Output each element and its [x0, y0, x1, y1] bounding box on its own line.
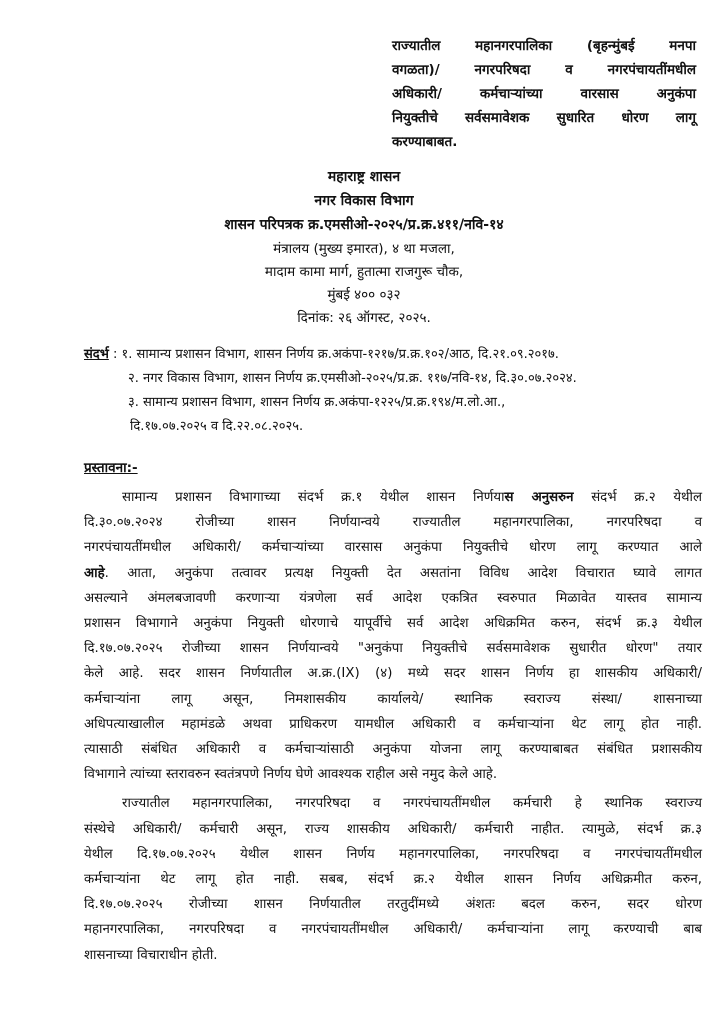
subject-line: वगळता)/ नगरपरिषदा व नगरपंचायतींमधील [392, 62, 696, 78]
paragraph-line: शासनाच्या विचाराधीन होती. [84, 947, 218, 963]
paragraph-line: आहे. आता, अनुकंपा तत्वावर प्रत्यक्ष नियुक्ती देत असतांना विविध आदेश विचारात घ्यावे लागत [84, 565, 702, 581]
address-block [0, 238, 728, 330]
preamble-body [84, 485, 702, 968]
paragraph-line: संस्थेचे अधिकारी/ कर्मचारी असून, राज्य शासकीय अधिकारी/ कर्मचारी नाहीत. त्यामुळे, संदर्भ क्र.३ [84, 821, 702, 837]
paragraph-line: प्रशासन विभागाने अनुकंपा नियुक्ती धोरणाचे यापूर्वीचे सर्व आदेश अधिक्रमित करुन, संदर्भ क्र.३ येथील [84, 616, 702, 632]
document-date: दिनांक: २६ ऑगस्ट, २०२५. [297, 310, 431, 326]
paragraph-line: महानगरपालिका, नगरपरिषदा व नगरपंचायतींमधील अधिकारी/ कर्मचाऱ्यांना लागू करण्याची बाब [84, 922, 702, 938]
paragraph-line: त्यासाठी संबंधित अधिकारी व कर्मचाऱ्यांसाठी अनुकंपा योजना लागू करण्याबाबत संबंधित प्रशासकीय [84, 742, 702, 758]
subject-line: राज्यातील महानगरपालिका (बृहन्मुंबई मनपा [392, 38, 696, 54]
address-line: मादाम कामा मार्ग, हुतात्मा राजगुरू चौक, [264, 264, 464, 280]
paragraph-line: दि.१७.०७.२०२५ रोजीच्या शासन निर्णयातील तरतुदींमध्ये अंशतः बदल करुन, सदर धोरण [84, 897, 702, 913]
subject-line: नियुक्तीचे सर्वसमावेशक सुधारित धोरण लागू [392, 110, 696, 126]
bold-text: आहे [84, 565, 105, 581]
paragraph-line: कर्मचाऱ्यांना लागू असून, निमशासकीय कार्यालये/ स्थानिक स्वराज्य संस्था/ शासनाच्या [84, 691, 702, 707]
subject-block [392, 34, 696, 154]
paragraph-line: विभागाने त्यांच्या स्तरावरुन स्वतंत्रपणे निर्णय घेणे आवश्यक राहील असे नमुद केले आहे. [84, 767, 498, 783]
paragraph-line: येथील दि.१७.०७.२०२५ येथील शासन निर्णय महानगरपालिका, नगरपरिषदा व नगरपंचायतींमधील [84, 846, 702, 862]
paragraph-line: दि.१७.०७.२०२५ रोजीच्या शासन निर्णयान्वये "अनुकंपा नियुक्तीचे सर्वसमावेशक सुधारीत धोरण" तयार [84, 641, 702, 657]
references-label: संदर्भ [84, 347, 109, 362]
department-name: नगर विकास विभाग [314, 193, 414, 209]
bold-text: स अनुसरुन [504, 490, 574, 505]
paragraph-line: दि.३०.०७.२०२४ रोजीच्या शासन निर्णयान्वये राज्यातील महानगरपालिका, नगरपरिषदा व [84, 515, 702, 531]
circular-number: शासन परिपत्रक क्र.एमसीओ-२०२५/प्र.क्र.४११/नवि-१४ [224, 217, 504, 233]
paragraph-line: राज्यातील महानगरपालिका, नगरपरिषदा व नगरपंचायतींमधील कर्मचारी हे स्थानिक स्वराज्य [122, 796, 702, 812]
address-line: मुंबई ४०० ०३२ [327, 287, 401, 303]
paragraph-line: कर्मचाऱ्यांना थेट लागू होत नाही. सबब, संदर्भ क्र.२ येथील शासन निर्णय अधिक्रमीत करुन, [84, 872, 702, 888]
preamble-heading: प्रस्तावना:- [84, 460, 138, 476]
reference-item [84, 343, 714, 367]
paragraph-line: सामान्य प्रशासन विभागाच्या संदर्भ क्र.१ येथील शासन निर्णयास अनुसरुन संदर्भ क्र.२ येथील [122, 490, 702, 505]
paragraph-line: अधिपत्याखालील महामंडळे अथवा प्राधिकरण यामधील अधिकारी व कर्मचाऱ्यांना थेट लागू होत नाही. [84, 716, 702, 732]
paragraph-line: असल्याने अंमलबजावणी करणाऱ्या यंत्रणेला सर्व आदेश एकत्रित स्वरुपात मिळावेत यास्तव सामान्य [84, 590, 702, 606]
address-line: मंत्रालय (मुख्य इमारत), ४ था मजला, [273, 241, 455, 257]
references-block [84, 343, 714, 439]
reference-item: ३. सामान्य प्रशासन विभाग, शासन निर्णय क्र.अकंपा-१२२५/प्र.क्र.१९४/म.लो.आ., [128, 395, 506, 410]
reference-text: १. सामान्य प्रशासन विभाग, शासन निर्णय क्र.अकंपा-१२१७/प्र.क्र.१०२/आठ, दि.२१.०९.२०१७. [121, 347, 559, 362]
subject-line: अधिकारी/ कर्मचाऱ्यांच्या वारसास अनुकंपा [392, 86, 696, 102]
reference-item-continuation: दि.१७.०७.२०२५ व दि.२२.०८.२०२५. [130, 419, 304, 434]
subject-line: करण्याबाबत. [392, 134, 458, 150]
references-separator: : [108, 347, 122, 362]
paragraph-line: नगरपंचायतींमधील अधिकारी/ कर्मचाऱ्यांच्या वारसास अनुकंपा नियुक्तीचे धोरण लागू करण्यात आले [84, 540, 702, 556]
reference-item: २. नगर विकास विभाग, शासन निर्णय क्र.एमसीओ-२०२५/प्र.क्र. ११७/नवि-१४, दि.३०.०७.२०२४. [128, 371, 577, 386]
government-name: महाराष्ट्र शासन [327, 169, 401, 185]
paragraph-line: केले आहे. सदर शासन निर्णयातील अ.क्र.(IX) (४) मध्ये सदर शासन निर्णय हा शासकीय अधिकारी/ [84, 666, 702, 682]
